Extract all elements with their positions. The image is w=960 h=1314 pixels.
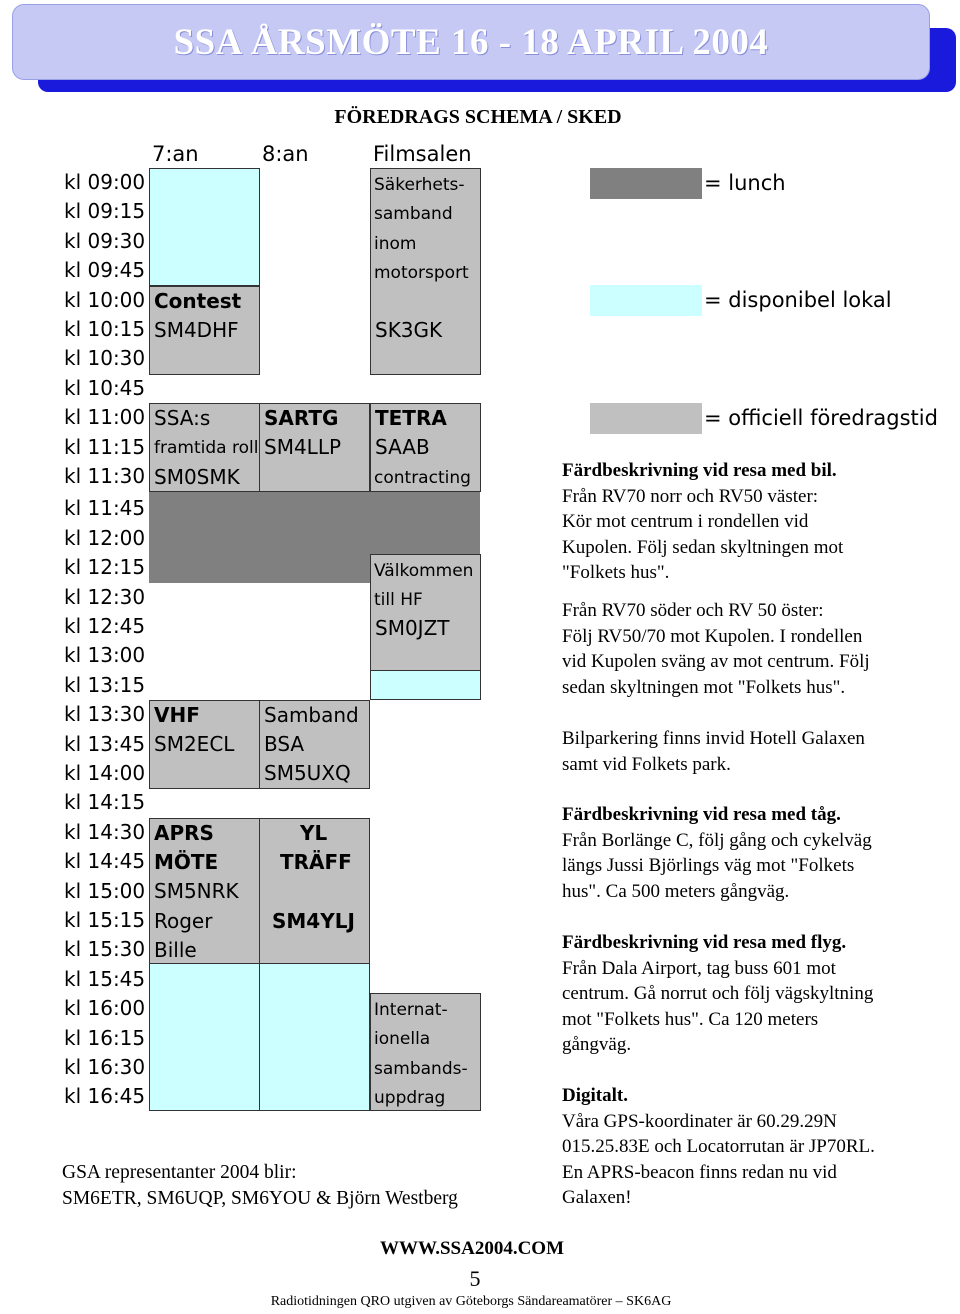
time-label: kl 12:45 (64, 614, 146, 638)
session-title-2: till HF (374, 590, 423, 610)
time-label: kl 10:15 (64, 317, 146, 341)
time-label: kl 12:30 (64, 584, 146, 609)
session-speaker: SM0JZT (375, 616, 450, 640)
text-line: En APRS-beacon finns redan nu vid (562, 1161, 837, 1183)
legend-swatch-available (590, 285, 702, 316)
gsa-representatives (62, 1160, 458, 1211)
text-line: centrum. Gå norrut och följ vägskyltning (562, 983, 874, 1005)
session-speaker: SM4DHF (154, 318, 239, 342)
legend-label-official: = officiell föredragstid (704, 406, 938, 430)
time-label: kl 11:45 (64, 496, 146, 521)
legend-swatch-official (590, 403, 702, 434)
session-title: Säkerhets- (374, 175, 465, 195)
session-title-4: uppdrag (374, 1088, 446, 1108)
page-number: 5 (469, 1266, 481, 1291)
time-label: kl 09:00 (64, 170, 146, 194)
session-title: Samband (264, 703, 359, 727)
session-title: Internat- (374, 1000, 448, 1020)
website-link[interactable]: WWW.SSA2004.COM (379, 1238, 565, 1259)
session-speaker: SM5NRK (154, 879, 239, 903)
text-line: hus". Ca 500 meters gångväg. (562, 880, 790, 902)
slot-7an-available-morning (149, 168, 260, 286)
time-label: kl 11:30 (64, 464, 146, 488)
session-aprs (149, 818, 260, 964)
session-title-2: ionella (374, 1029, 431, 1049)
session-speaker: SM0SMK (154, 465, 240, 489)
text-line: vid Kupolen sväng av mot centrum. Följ (562, 651, 870, 673)
session-title: SSA:s (154, 406, 211, 430)
slot-7an-available-afternoon (149, 963, 260, 1111)
time-label: kl 14:00 (64, 761, 146, 785)
session-subtitle: TRÄFF (280, 850, 352, 874)
session-contest (149, 286, 260, 375)
column-header-7an: 7:an (152, 142, 199, 166)
time-label: kl 16:45 (64, 1084, 146, 1109)
text-line: sedan skyltningen mot "Folkets hus". (562, 676, 846, 698)
session-speaker-2: Roger (154, 909, 213, 933)
session-title-3: inom (374, 234, 417, 254)
session-subtitle-2: contracting (374, 468, 471, 488)
column-header-8an: 8:an (262, 142, 309, 166)
text-line: Från Borlänge C, följ gång och cykelväg (562, 829, 872, 851)
slot-filmsalen-available (370, 670, 481, 700)
schedule-heading: FÖREDRAGS SCHEMA / SKED (334, 106, 622, 128)
session-speaker: SM5UXQ (264, 761, 351, 785)
time-label: kl 16:15 (64, 1025, 146, 1050)
session-yl-traff (259, 818, 370, 964)
session-title: SARTG (264, 406, 339, 430)
time-label: kl 10:45 (64, 375, 146, 400)
directions-car-south (562, 598, 932, 700)
session-vhf (149, 700, 260, 789)
time-label: kl 13:00 (64, 643, 146, 668)
time-label: kl 12:15 (64, 555, 146, 580)
session-ssa-framtida-roll (149, 403, 260, 492)
session-internationella-sambandsuppdrag (370, 993, 481, 1111)
time-label: kl 14:15 (64, 790, 146, 815)
time-label: kl 10:30 (64, 346, 146, 371)
page-title: SSA ÅRSMÖTE 16 - 18 APRIL 2004 (173, 21, 769, 63)
time-label: kl 16:30 (64, 1055, 146, 1079)
time-label: kl 15:45 (64, 966, 146, 991)
legend-swatch-lunch (590, 168, 702, 199)
session-subtitle: BSA (264, 732, 305, 756)
session-speaker: SM2ECL (154, 732, 235, 756)
time-label: kl 09:45 (64, 258, 146, 283)
time-label: kl 16:00 (64, 996, 146, 1021)
directions-digital (562, 1083, 932, 1211)
session-speaker: SM4LLP (264, 435, 342, 459)
slot-8an-available-afternoon (259, 963, 370, 1111)
text-line: GSA representanter 2004 blir: (62, 1162, 297, 1183)
session-title: TETRA (375, 406, 447, 430)
text-line: mot "Folkets hus". Ca 120 meters (562, 1008, 819, 1030)
time-label: kl 10:00 (64, 287, 146, 312)
directions-car-north (562, 458, 932, 586)
session-title: VHF (154, 703, 200, 727)
directions-car-title: Färdbeskrivning vid resa med bil. (562, 460, 837, 481)
session-sakerhetssamband (370, 168, 481, 375)
directions-train-title: Färdbeskrivning vid resa med tåg. (562, 804, 841, 825)
time-label: kl 09:30 (64, 228, 146, 253)
text-line: Från RV70 söder och RV 50 öster: (562, 600, 824, 621)
session-title: Contest (154, 289, 242, 313)
directions-train (562, 802, 932, 904)
text-line: Galaxen! (562, 1187, 632, 1209)
session-title: YL (300, 821, 328, 845)
session-title: Välkommen (374, 561, 474, 581)
text-line: Våra GPS-koordinater är 60.29.29N (562, 1110, 837, 1132)
time-label: kl 15:00 (64, 878, 146, 903)
text-line: "Folkets hus". (562, 562, 670, 584)
directions-parking (562, 726, 932, 777)
text-line: Från Dala Airport, tag buss 601 mot (562, 957, 836, 979)
session-title-2: samband (374, 204, 453, 224)
time-label: kl 13:45 (64, 731, 146, 756)
text-line: samt vid Folkets park. (562, 753, 731, 775)
legend-label-lunch: = lunch (704, 171, 786, 195)
time-label: kl 14:45 (64, 849, 146, 874)
session-speaker-3: Bille (154, 938, 197, 962)
time-label: kl 11:15 (64, 434, 146, 459)
text-line: Följ RV50/70 mot Kupolen. I rondellen (562, 625, 863, 647)
session-samband-bsa (259, 700, 370, 789)
text-line: 015.25.83E och Locatorrutan är JP70RL. (562, 1136, 875, 1158)
time-label: kl 09:15 (64, 199, 146, 224)
text-line: Kör mot centrum i rondellen vid (562, 511, 809, 533)
text-line: längs Jussi Björlings väg mot "Folkets (562, 855, 855, 877)
publisher-footer: Radiotidningen QRO utgiven av Göteborgs Sändareamatörer – SK6AG (270, 1294, 672, 1309)
text-line: gångväg. (562, 1034, 632, 1056)
session-title: APRS (154, 821, 214, 845)
session-title-4: motorsport (374, 263, 469, 283)
directions-flight-title: Färdbeskrivning vid resa med flyg. (562, 932, 847, 953)
text-line: Bilparkering finns invid Hotell Galaxen (562, 728, 865, 749)
session-title-3: sambands- (374, 1059, 468, 1079)
session-subtitle: SAAB (375, 435, 430, 459)
session-tetra-saab (370, 403, 481, 492)
time-label: kl 12:00 (64, 525, 146, 550)
directions-digital-title: Digitalt. (562, 1085, 628, 1106)
session-speaker: SK3GK (375, 318, 443, 342)
time-label: kl 15:15 (64, 908, 146, 932)
time-label: kl 15:30 (64, 937, 146, 962)
column-header-filmsalen: Filmsalen (373, 142, 472, 166)
session-subtitle: framtida roll (154, 438, 259, 458)
time-label: kl 13:30 (64, 702, 146, 727)
text-line: Kupolen. Följ sedan skyltningen mot (562, 536, 844, 558)
legend-label-available: = disponibel lokal (704, 288, 892, 312)
text-line: SM6ETR, SM6UQP, SM6YOU & Björn Westberg (62, 1187, 458, 1209)
session-sartg (259, 403, 370, 492)
session-speaker: SM4YLJ (272, 909, 355, 933)
session-subtitle: MÖTE (154, 850, 219, 874)
time-label: kl 11:00 (64, 405, 146, 430)
directions-flight (562, 930, 932, 1058)
time-label: kl 13:15 (64, 672, 146, 697)
text-line: Från RV70 norr och RV50 väster: (562, 485, 819, 507)
session-valkommen-till-hf (370, 554, 481, 671)
time-label: kl 14:30 (64, 819, 146, 844)
